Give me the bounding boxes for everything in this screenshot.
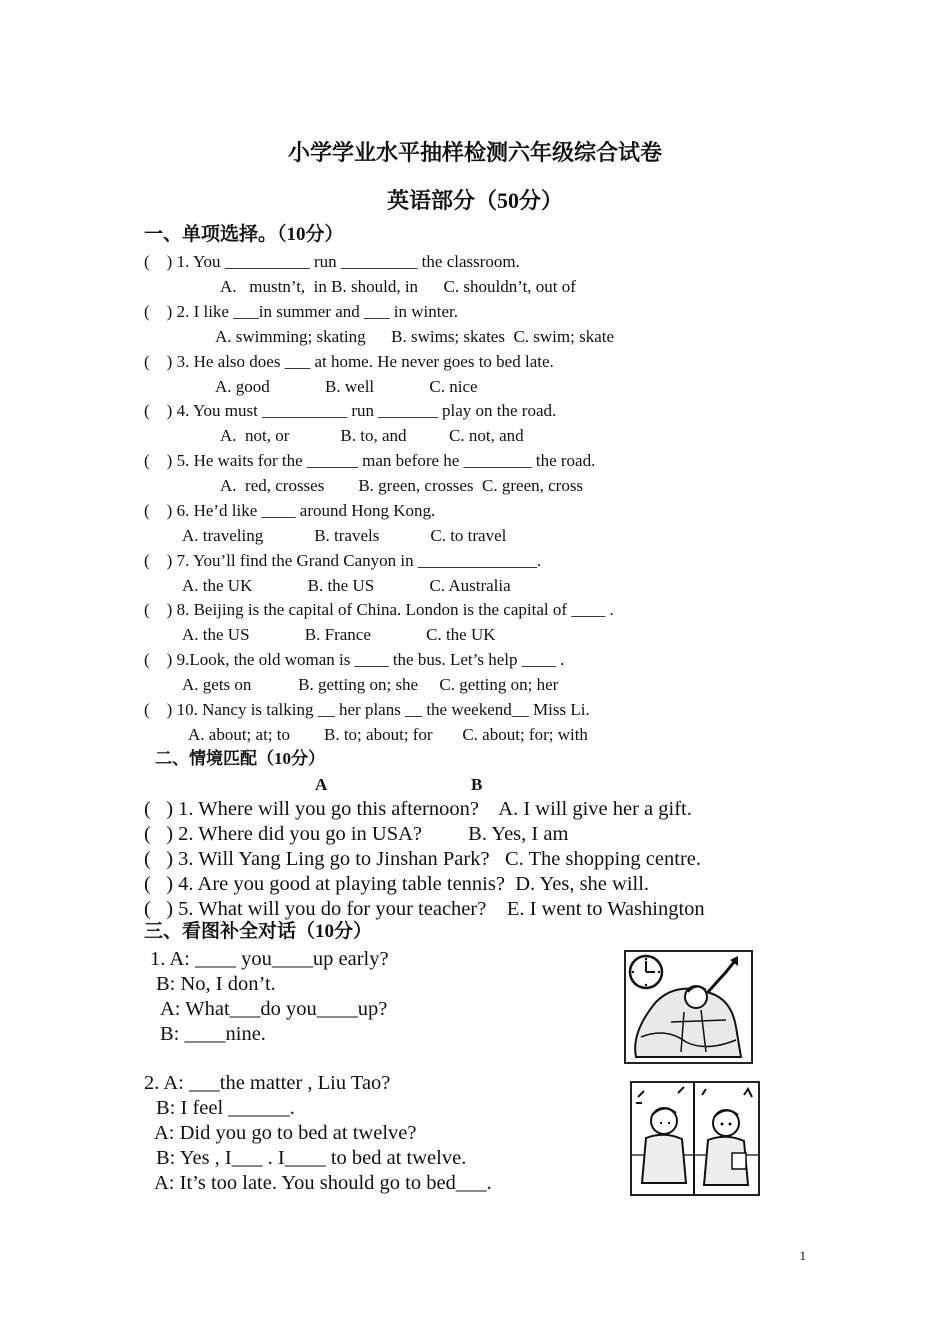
options-line: A. red, crosses B. green, crosses C. green, cross [220,476,584,495]
section3-heading: 三、看图补全对话（10分） [144,921,373,942]
section-subtitle: 英语部分（50分） [386,188,563,213]
dialog-line: B: Yes , I___ . I____ to bed at twelve. [156,1147,467,1169]
match-line: ( ) 5. What will you do for your teacher? E. I went to Washington [144,898,705,920]
match-line: ( ) 1. Where will you go this afternoon? A. I will give her a gift. [144,798,692,820]
question-line: ( ) 10. Nancy is talking __ her plans __ the weekend__ Miss Li. [144,700,590,719]
options-line: A. about; at; to B. to; about; for C. about; for; with [188,725,588,744]
page-number: 1 [799,1248,806,1263]
column-b-label: B [471,775,483,794]
dialog-line: 2. A: ___the matter , Liu Tao? [144,1072,391,1094]
dialog-line: A: Did you go to bed at twelve? [154,1122,417,1144]
tired-boy-drawing [632,1083,758,1194]
column-a-label: A [315,775,328,794]
match-line: ( ) 2. Where did you go in USA? B. Yes, I am [144,823,569,845]
question-line: ( ) 3. He also does ___ at home. He never goes to bed late. [144,352,554,371]
section1-heading: 一、单项选择。（10分） [144,224,344,245]
dialog-line: A: What___do you____up? [160,998,388,1020]
options-line: A. not, or B. to, and C. not, and [220,426,524,445]
match-line: ( ) 3. Will Yang Ling go to Jinshan Park? C. The shopping centre. [144,848,701,870]
options-line: A. swimming; skating B. swims; skates C. swim; skate [215,327,615,346]
section2-heading: 二、情境匹配（10分） [155,749,325,768]
question-line: ( ) 7. You’ll find the Grand Canyon in ______________. [144,551,542,570]
options-line: A. mustn’t, in B. should, in C. shouldn’t, out of [220,277,576,296]
question-line: ( ) 8. Beijing is the capital of China. London is the capital of ____ . [144,600,614,619]
question-line: ( ) 5. He waits for the ______ man before he ________ the road. [144,451,596,470]
dialog-line: B: No, I don’t. [156,973,276,995]
options-line: A. the UK B. the US C. Australia [182,576,511,595]
tired-boy-illustration [630,1081,760,1196]
question-line: ( ) 2. I like ___in summer and ___ in winter. [144,302,458,321]
exam-title: 小学学业水平抽样检测六年级综合试卷 [287,140,662,165]
wake-up-drawing [626,952,751,1062]
options-line: A. traveling B. travels C. to travel [182,526,507,545]
dialog-line: 1. A: ____ you____up early? [150,948,389,970]
question-line: ( ) 6. He’d like ____ around Hong Kong. [144,501,436,520]
wake-up-illustration [624,950,753,1064]
question-line: ( ) 9.Look, the old woman is ____ the bus. Let’s help ____ . [144,650,565,669]
options-line: A. gets on B. getting on; she C. getting on; her [182,675,559,694]
question-line: ( ) 1. You __________ run _________ the classroom. [144,252,520,271]
match-line: ( ) 4. Are you good at playing table tennis? D. Yes, she will. [144,873,650,895]
dialog-line: B: ____nine. [160,1023,266,1045]
dialog-line: A: It’s too late. You should go to bed___. [154,1172,492,1194]
dialog-line: B: I feel ______. [156,1097,295,1119]
question-line: ( ) 4. You must __________ run _______ play on the road. [144,401,557,420]
options-line: A. the US B. France C. the UK [182,625,496,644]
options-line: A. good B. well C. nice [215,377,478,396]
